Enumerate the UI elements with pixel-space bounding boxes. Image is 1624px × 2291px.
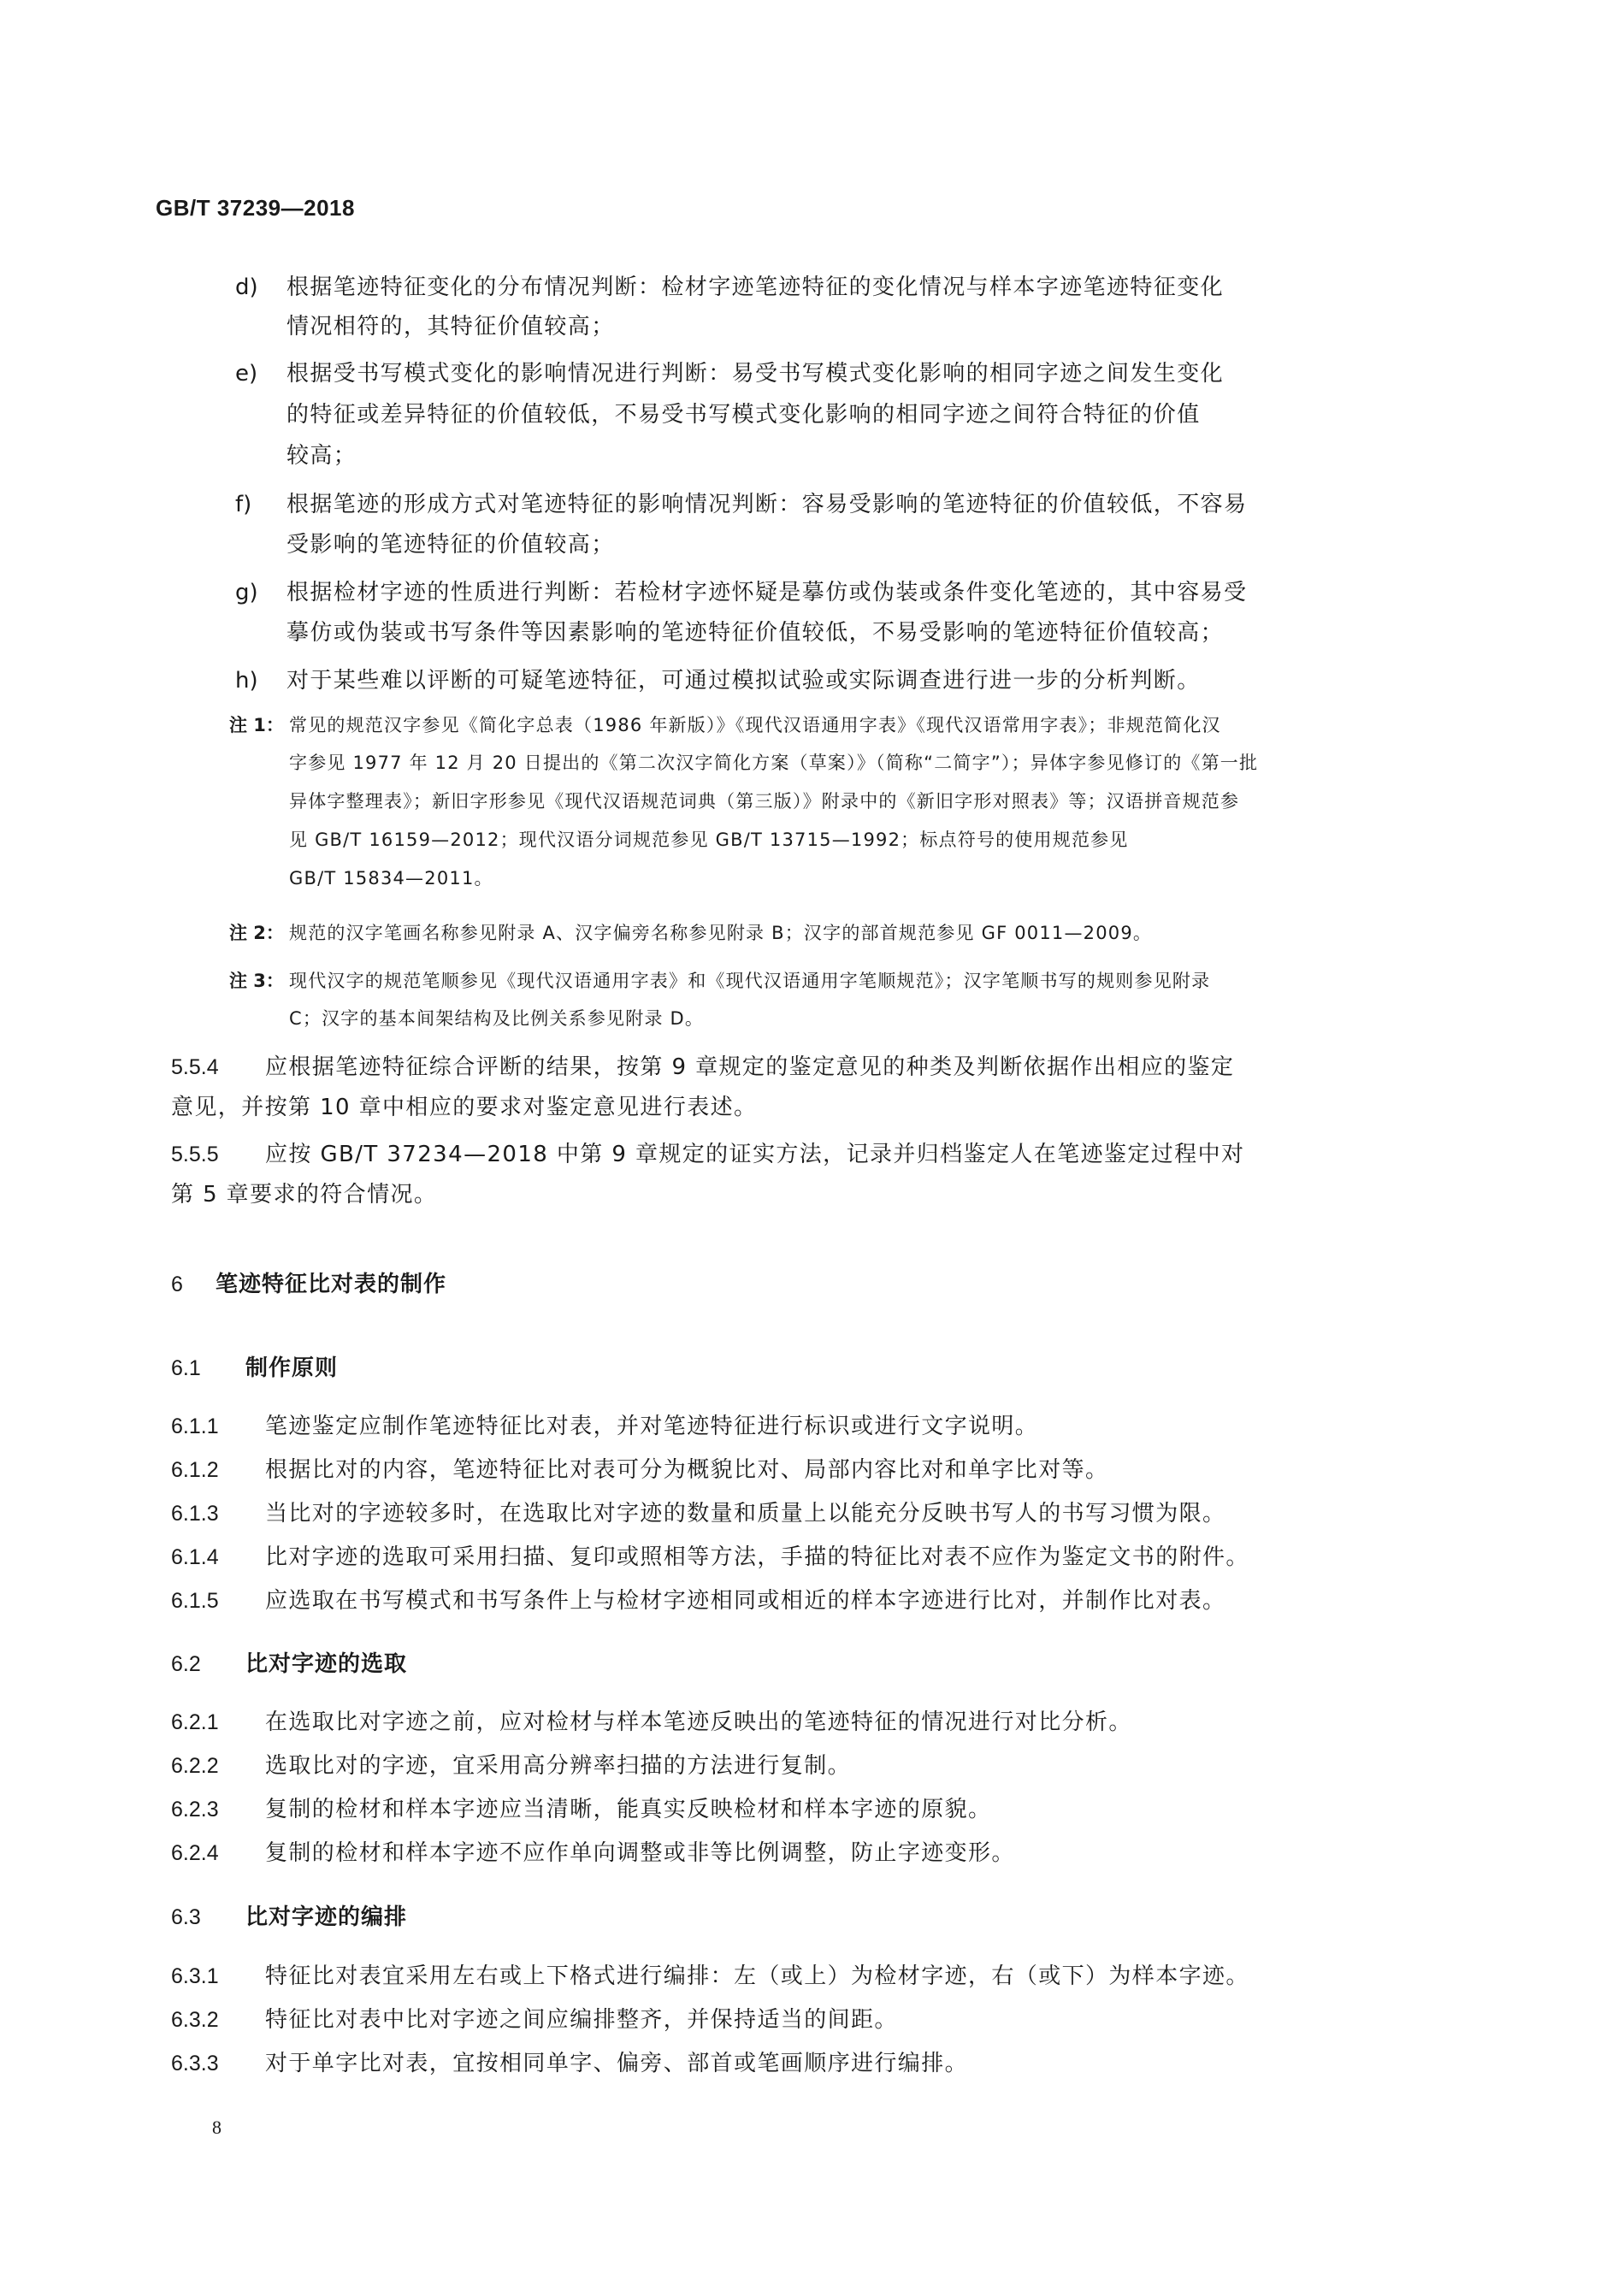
clause-text-continued: 意见，并按第 10 章中相应的要求对鉴定意见进行表述。 bbox=[171, 1095, 758, 1120]
note-text-line: 异体字整理表》；新旧字形参见《现代汉语规范词典（第三版）》附录中的《新旧字形对照表》等；汉语拼音规范参 bbox=[289, 791, 1240, 812]
subsection-title: 比对字迹的选取 bbox=[245, 1651, 408, 1677]
note-text-line: 常见的规范汉字参见《简化字总表（1986 年新版）》《现代汉语通用字表》《现代汉语常用字表》；非规范简化汉 bbox=[289, 715, 1221, 735]
clause-number: 5.5.4 bbox=[171, 1055, 219, 1079]
clause-number: 6.1.4 bbox=[171, 1545, 219, 1569]
clause-number: 6.1.1 bbox=[171, 1414, 219, 1438]
clause-text: 特征比对表中比对字迹之间应编排整齐，并保持适当的间距。 bbox=[265, 2007, 898, 2033]
clause-number: 6.1.2 bbox=[171, 1458, 219, 1482]
clause-number: 6.2.1 bbox=[171, 1710, 219, 1734]
list-text-line: 受影响的笔迹特征的价值较高； bbox=[286, 532, 615, 558]
clause-text: 对于单字比对表，宜按相同单字、偏旁、部首或笔画顺序进行编排。 bbox=[265, 2051, 969, 2076]
list-label-h: h) bbox=[235, 668, 258, 694]
note-text-line: C；汉字的基本间架结构及比例关系参见附录 D。 bbox=[289, 1008, 705, 1029]
note-label-2: 注 2： bbox=[229, 923, 284, 943]
note-text-line: 规范的汉字笔画名称参见附录 A、汉字偏旁名称参见附录 B；汉字的部首规范参见 GF 0011—2009。 bbox=[289, 923, 1153, 943]
subsection-title: 制作原则 bbox=[245, 1355, 339, 1381]
list-text-line: 较高； bbox=[286, 443, 357, 469]
note-text-line: 现代汉字的规范笔顺参见《现代汉语通用字表》和《现代汉语通用字笔顺规范》；汉字笔顺书写的规则参见附录 bbox=[289, 971, 1211, 991]
page-number: 8 bbox=[212, 2117, 221, 2138]
clause-text: 应根据笔迹特征综合评断的结果，按第 9 章规定的鉴定意见的种类及判断依据作出相应的鉴定 bbox=[265, 1054, 1235, 1080]
note-label-1: 注 1： bbox=[229, 715, 284, 735]
clause-number: 6.1.5 bbox=[171, 1589, 219, 1613]
clause-number: 6.3.2 bbox=[171, 2008, 219, 2032]
clause-text: 复制的检材和样本字迹不应作单向调整或非等比例调整，防止字迹变形。 bbox=[265, 1840, 1015, 1866]
list-text-line: 情况相符的，其特征价值较高； bbox=[286, 314, 615, 340]
clause-number: 6.1.3 bbox=[171, 1502, 219, 1526]
list-label-d: d) bbox=[235, 275, 258, 300]
note-text-line: GB/T 15834—2011。 bbox=[289, 868, 493, 889]
clause-text: 比对字迹的选取可采用扫描、复印或照相等方法，手描的特征比对表不应作为鉴定文书的附件。 bbox=[265, 1544, 1249, 1570]
list-label-g: g) bbox=[235, 580, 258, 605]
note-text-line: 见 GB/T 16159—2012；现代汉语分词规范参见 GB/T 13715—1992；标点符号的使用规范参见 bbox=[289, 830, 1129, 850]
section-title: 笔迹特征比对表的制作 bbox=[216, 1272, 447, 1297]
clause-text-continued: 第 5 章要求的符合情况。 bbox=[171, 1182, 438, 1207]
clause-number: 6.2.4 bbox=[171, 1841, 219, 1865]
clause-text: 应选取在书写模式和书写条件上与检材字迹相同或相近的样本字迹进行比对，并制作比对表。 bbox=[265, 1588, 1226, 1614]
subsection-number: 6.3 bbox=[171, 1905, 201, 1929]
clause-text: 选取比对的字迹，宜采用高分辨率扫描的方法进行复制。 bbox=[265, 1753, 852, 1779]
clause-text: 复制的检材和样本字迹应当清晰，能真实反映检材和样本字迹的原貌。 bbox=[265, 1797, 992, 1822]
subsection-title: 比对字迹的编排 bbox=[245, 1904, 408, 1930]
list-text-line: 根据笔迹的形成方式对笔迹特征的影响情况判断：容易受影响的笔迹特征的价值较低，不容易 bbox=[286, 492, 1248, 517]
clause-number: 5.5.5 bbox=[171, 1143, 219, 1166]
clause-text: 特征比对表宜采用左右或上下格式进行编排：左（或上）为检材字迹，右（或下）为样本字迹。 bbox=[265, 1963, 1249, 1989]
clause-text: 当比对的字迹较多时，在选取比对字迹的数量和质量上以能充分反映书写人的书写习惯为限。 bbox=[265, 1501, 1226, 1526]
list-text-line: 的特征或差异特征的价值较低，不易受书写模式变化影响的相同字迹之间符合特征的价值 bbox=[286, 402, 1201, 428]
clause-text: 应按 GB/T 37234—2018 中第 9 章规定的证实方法，记录并归档鉴定人在笔迹鉴定过程中对 bbox=[265, 1142, 1245, 1167]
list-label-e: e) bbox=[235, 361, 258, 387]
list-text-line: 摹仿或伪装或书写条件等因素影响的笔迹特征价值较低，不易受影响的笔迹特征价值较高； bbox=[286, 620, 1225, 646]
subsection-number: 6.1 bbox=[171, 1356, 201, 1380]
clause-text: 根据比对的内容，笔迹特征比对表可分为概貌比对、局部内容比对和单字比对等。 bbox=[265, 1457, 1109, 1483]
standard-number-header: GB/T 37239—2018 bbox=[156, 195, 355, 221]
subsection-number: 6.2 bbox=[171, 1652, 201, 1676]
list-text-line: 根据检材字迹的性质进行判断：若检材字迹怀疑是摹仿或伪装或条件变化笔迹的，其中容易受 bbox=[286, 580, 1248, 605]
clause-number: 6.2.3 bbox=[171, 1798, 219, 1822]
note-label-3: 注 3： bbox=[229, 971, 284, 991]
clause-text: 在选取比对字迹之前，应对检材与样本笔迹反映出的笔迹特征的情况进行对比分析。 bbox=[265, 1709, 1132, 1735]
list-text-line: 根据笔迹特征变化的分布情况判断：检材字迹笔迹特征的变化情况与样本字迹笔迹特征变化 bbox=[286, 275, 1225, 300]
clause-number: 6.3.1 bbox=[171, 1964, 219, 1988]
list-label-f: f) bbox=[235, 492, 252, 517]
clause-number: 6.2.2 bbox=[171, 1754, 219, 1778]
clause-number: 6.3.3 bbox=[171, 2052, 219, 2075]
list-text-line: 对于某些难以评断的可疑笔迹特征，可通过模拟试验或实际调查进行进一步的分析判断。 bbox=[286, 668, 1201, 694]
section-number: 6 bbox=[171, 1272, 183, 1296]
note-text-line: 字参见 1977 年 12 月 20 日提出的《第二次汉字简化方案（草案）》（简称“二简字”）；异体字参见修订的《第一批 bbox=[289, 753, 1259, 773]
clause-text: 笔迹鉴定应制作笔迹特征比对表，并对笔迹特征进行标识或进行文字说明。 bbox=[265, 1414, 1039, 1439]
list-text-line: 根据受书写模式变化的影响情况进行判断：易受书写模式变化影响的相同字迹之间发生变化 bbox=[286, 361, 1225, 387]
